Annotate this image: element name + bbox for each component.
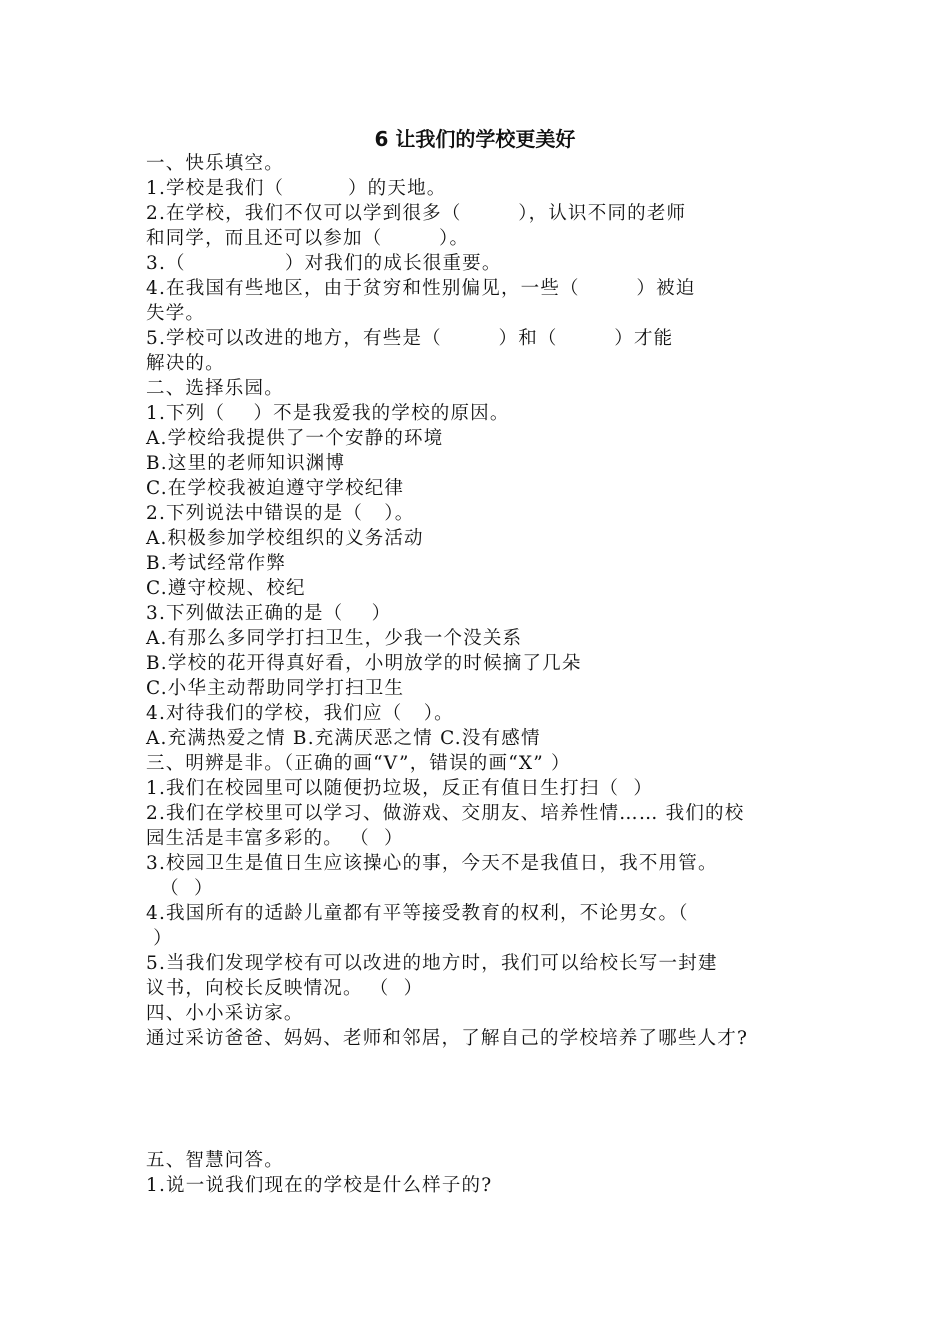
section-heading: 五、智慧问答。 [146, 1150, 284, 1171]
question-line: 3.（ ）对我们的成长很重要。 [146, 253, 502, 274]
option-line: B.这里的老师知识渊博 [146, 453, 346, 474]
statement-line: （ ） [146, 878, 214, 899]
question-line: 1.下列（ ）不是我爱我的学校的原因。 [146, 403, 510, 424]
section-heading: 一、快乐填空。 [146, 153, 284, 174]
question-line: 4.对待我们的学校，我们应（ ）。 [146, 703, 454, 724]
option-line: C.小华主动帮助同学打扫卫生 [146, 678, 405, 699]
question-line: 1.说一说我们现在的学校是什么样子的? [146, 1175, 493, 1196]
statement-line: 3.校园卫生是值日生应该操心的事，今天不是我值日，我不用管。 [146, 853, 718, 874]
question-line: 5.学校可以改进的地方，有些是（ ）和（ ）才能 [146, 328, 674, 349]
question-line: 解决的。 [146, 353, 225, 374]
option-line: B.考试经常作弊 [146, 553, 287, 574]
section-heading: 三、明辨是非。（正确的画“V”，错误的画“X” ） [146, 753, 571, 774]
answer-space [146, 1051, 826, 1148]
statement-line: ） [146, 928, 173, 949]
section-questions [146, 1148, 826, 1198]
option-line: A.学校给我提供了一个安静的环境 [146, 428, 444, 449]
question-line: 2.下列说法中错误的是（ ）。 [146, 503, 415, 524]
worksheet-body [146, 151, 826, 1198]
option-line: C.遵守校规、校纪 [146, 578, 306, 599]
statement-line: 5.当我们发现学校有可以改进的地方时，我们可以给校长写一封建 [146, 953, 718, 974]
question-line: 和同学，而且还可以参加（ ）。 [146, 228, 470, 249]
statement-line: 1.我们在校园里可以随便扔垃圾，反正有值日生打扫（ ） [146, 778, 654, 799]
question-line: 4.在我国有些地区，由于贫穷和性别偏见，一些（ ）被迫 [146, 278, 696, 299]
option-line: A.充满热爱之情 B.充满厌恶之情 C.没有感情 [146, 728, 541, 749]
section-heading: 二、选择乐园。 [146, 378, 284, 399]
statement-line: 4.我国所有的适龄儿童都有平等接受教育的权利，不论男女。（ [146, 903, 689, 924]
option-line: A.有那么多同学打扫卫生，少我一个没关系 [146, 628, 523, 649]
section-multiple-choice [146, 376, 826, 751]
option-line: C.在学校我被迫遵守学校纪律 [146, 478, 405, 499]
option-line: B.学校的花开得真好看，小明放学的时候摘了几朵 [146, 653, 582, 674]
question-line: 3.下列做法正确的是（ ） [146, 603, 392, 624]
page-title: 6 让我们的学校更美好 [374, 127, 576, 151]
question-line: 通过采访爸爸、妈妈、老师和邻居，了解自己的学校培养了哪些人才? [146, 1028, 749, 1049]
question-line: 1.学校是我们（ ）的天地。 [146, 178, 447, 199]
question-line: 2.在学校，我们不仅可以学到很多（ ），认识不同的老师 [146, 203, 687, 224]
section-true-false [146, 751, 826, 1001]
section-fill-in-blanks [146, 151, 826, 376]
statement-line: 议书，向校长反映情况。 （ ） [146, 978, 424, 999]
question-line: 失学。 [146, 303, 206, 324]
option-line: A.积极参加学校组织的义务活动 [146, 528, 424, 549]
section-heading: 四、小小采访家。 [146, 1003, 304, 1024]
section-interview [146, 1001, 826, 1051]
statement-line: 2.我们在学校里可以学习、做游戏、交朋友、培养性情…… 我们的校 [146, 803, 745, 824]
statement-line: 园生活是丰富多彩的。 （ ） [146, 828, 404, 849]
